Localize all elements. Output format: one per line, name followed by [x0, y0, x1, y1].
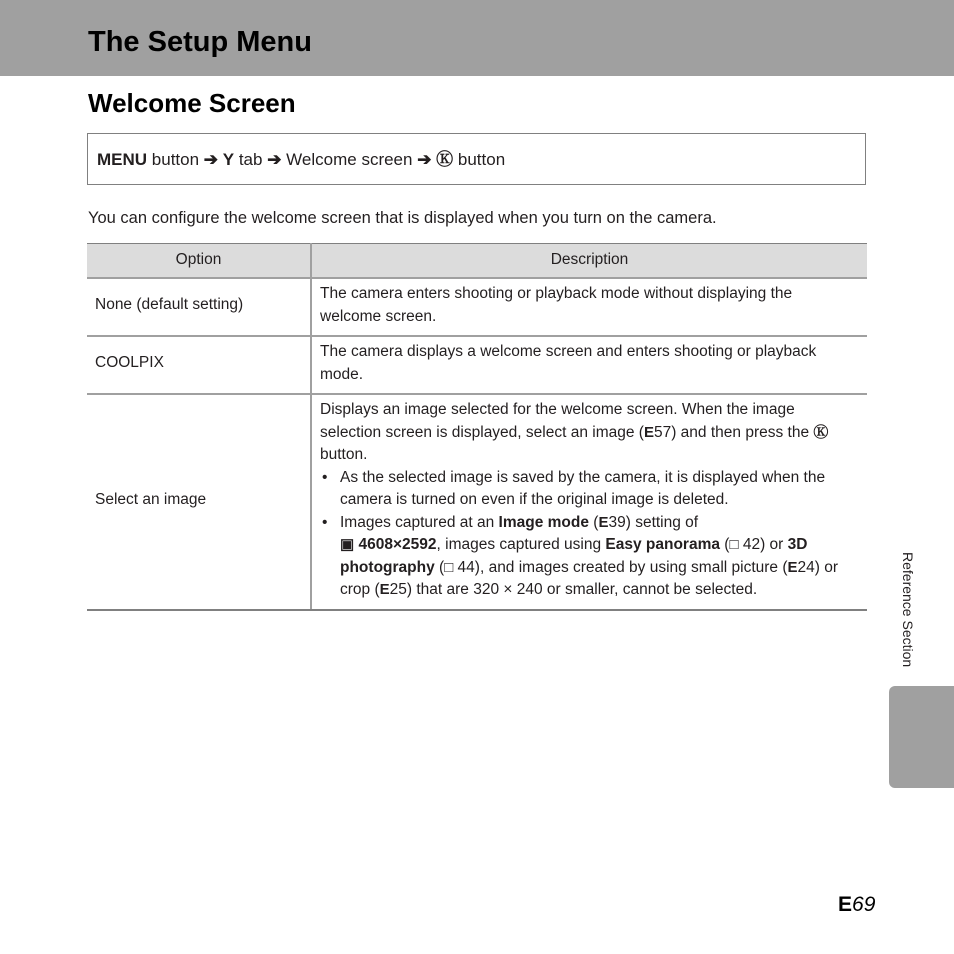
reference-e-icon: E: [643, 423, 654, 441]
reference-e-icon: E: [598, 513, 609, 531]
bullet-item: • As the selected image is saved by the camera, it is displayed when the camera is turned on even if the original image is deleted.: [320, 467, 857, 512]
bullet-text: 25) that are 320 × 240 or smaller, cannot be selected.: [389, 581, 758, 598]
menu-path-text-4: button: [453, 150, 506, 169]
wrench-tab-icon: Y: [222, 150, 235, 169]
header-option: Option: [87, 244, 311, 279]
menu-path-box: [87, 133, 866, 185]
menu-path-text-1: button: [147, 150, 204, 169]
desc-text: 57) and then press the: [653, 423, 814, 441]
book-reference-icon: □: [444, 558, 454, 576]
table-row: [87, 394, 867, 610]
options-table: [87, 243, 867, 611]
bullet-text: 42) or: [738, 536, 788, 553]
header-description: Description: [311, 244, 867, 279]
bullet-text: (: [434, 558, 445, 576]
page-number-text: 69: [852, 893, 876, 916]
arrow-right-icon: ➔: [203, 150, 219, 169]
description-cell: The camera enters shooting or playback mode without displaying the welcome screen.: [311, 278, 867, 336]
page-number: [838, 893, 875, 917]
menu-path-text-2: tab: [234, 150, 268, 169]
book-reference-icon: □: [729, 536, 739, 553]
image-size-icon: ▣: [340, 536, 355, 553]
bullet-text: 39) setting of: [608, 513, 699, 531]
reference-e-icon: E: [787, 558, 798, 576]
ok-button-icon: Ⓚ: [436, 150, 454, 169]
table-header-row: [87, 244, 867, 279]
section-side-label: Reference Section: [900, 552, 916, 668]
bullet-item: [320, 512, 857, 602]
bullet-text: (: [589, 513, 599, 531]
bullet-text: Images captured at an: [340, 513, 499, 531]
bullet-list: [320, 467, 857, 602]
reference-e-icon: E: [379, 581, 390, 598]
desc-text: Displays an image selected for the welcome screen. When the image selection screen is displayed, select an image (: [320, 401, 795, 441]
bullet-text: 44), and images created by using small picture (: [453, 558, 788, 576]
intro-paragraph: You can configure the welcome screen that is displayed when you turn on the camera.: [88, 209, 717, 227]
section-tab-marker: [889, 686, 954, 788]
page-title: The Setup Menu: [88, 26, 312, 58]
description-intro: [320, 399, 857, 467]
option-cell: None (default setting): [87, 278, 311, 336]
ok-button-icon: Ⓚ: [813, 423, 829, 441]
menu-path-text-3: Welcome screen: [281, 150, 418, 169]
option-cell: Select an image: [87, 394, 311, 610]
3d-photography-label: 3D photography: [340, 536, 808, 576]
easy-panorama-label: Easy panorama: [605, 536, 720, 553]
table-row: [87, 278, 867, 336]
reference-e-icon: E: [838, 893, 853, 916]
desc-text: button.: [320, 446, 368, 463]
menu-button-icon: MENU: [97, 150, 148, 169]
table-row: [87, 336, 867, 394]
bullet-text: (: [719, 536, 730, 553]
option-cell: COOLPIX: [87, 336, 311, 394]
image-size-label: 4608×2592: [358, 536, 437, 553]
description-cell: The camera displays a welcome screen and enters shooting or playback mode.: [311, 336, 867, 394]
section-title: Welcome Screen: [88, 88, 296, 118]
bullet-text: 24) or crop (: [340, 558, 839, 598]
bullet-text: , images captured using: [436, 536, 606, 553]
arrow-right-icon: ➔: [267, 150, 282, 169]
description-cell: [311, 394, 867, 610]
arrow-right-icon: ➔: [417, 150, 432, 169]
image-mode-label: Image mode: [498, 513, 589, 531]
